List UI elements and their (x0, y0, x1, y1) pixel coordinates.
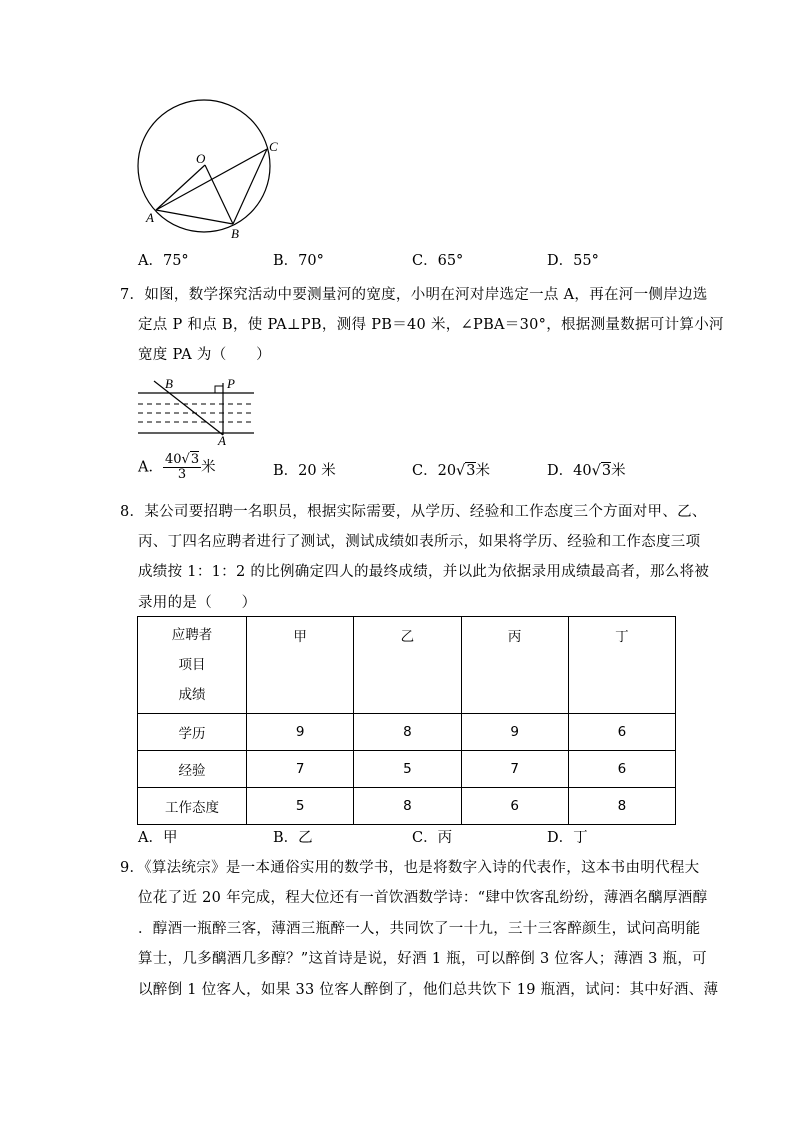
label-o: O (196, 151, 206, 166)
segment-ob (205, 165, 233, 224)
option-unit: 米 (201, 459, 216, 476)
right-angle-mark (215, 386, 223, 393)
q7-option-d: D．40√3米 (547, 463, 626, 479)
circle-figure (130, 88, 290, 248)
q8-line-3: 成绩按 1：1：2 的比例确定四人的最终成绩，并以此为依据录用成绩最高者，那么将被 (138, 564, 710, 580)
table-row-label: 工作态度 (138, 788, 247, 825)
table-cell: 5 (247, 788, 354, 825)
table-cell: 6 (568, 714, 675, 751)
table-row (138, 788, 676, 825)
label-p: P (227, 376, 235, 391)
table-header-row (138, 617, 676, 714)
option-prefix: A． (138, 459, 163, 476)
q6-option-d: D．55° (547, 253, 599, 269)
q9-line-4: 算士，几多醨酒几多醇？”这首诗是说，好酒 1 瓶，可以醉倒 3 位客人；薄酒 3 瓶，可 (138, 951, 707, 967)
q8-line-4: 录用的是（ ） (138, 595, 257, 611)
table-header-cell: 乙 (354, 617, 461, 714)
q9-line-1: 9．《算法统宗》是一本通俗实用的数学书，也是将数字入诗的代表作，这本书由明代程大 (120, 860, 700, 876)
fraction-numerator: 40√3 (164, 452, 200, 467)
q7-line-2: 定点 P 和点 B，使 PA⊥PB，测得 PB＝40 米，∠PBA＝30°，根据测量数据可计算小河 (138, 317, 724, 333)
q8-line-2: 丙、丁四名应聘者进行了测试，测试成绩如表所示，如果将学历、经验和工作态度三项 (138, 534, 701, 550)
q7-option-a (138, 453, 216, 482)
q8-option-c: C．丙 (412, 830, 453, 846)
table-cell: 9 (247, 714, 354, 751)
table-cell: 9 (461, 714, 568, 751)
table-row-label: 学历 (138, 714, 247, 751)
q8-option-b: B．乙 (273, 830, 313, 846)
table-cell: 7 (461, 751, 568, 788)
table-cell: 8 (354, 714, 461, 751)
q6-option-a: A．75° (138, 253, 189, 269)
q7-option-b: B．20 米 (273, 463, 336, 479)
table-cell: 7 (247, 751, 354, 788)
segment-ac (156, 149, 267, 210)
q8-option-a: A．甲 (138, 830, 178, 846)
score-table (137, 616, 676, 825)
table-header-cell: 甲 (247, 617, 354, 714)
q6-option-c: C．65° (412, 253, 464, 269)
q8-option-d: D．丁 (547, 830, 588, 846)
fraction-denominator: 3 (177, 467, 187, 482)
segment-ab (156, 210, 233, 224)
fraction (163, 453, 201, 482)
q7-line-1: 7．如图，数学探究活动中要测量河的宽度，小明在河对岸选定一点 A，再在河一侧岸边选 (120, 287, 708, 303)
table-cell: 8 (354, 788, 461, 825)
q7-line-3: 宽度 PA 为（ ） (138, 347, 271, 363)
label-b: B (231, 226, 239, 241)
q9-line-5: 以醉倒 1 位客人，如果 33 位客人醉倒了，他们总共饮下 19 瓶酒，试问：其中好酒、薄 (138, 982, 719, 998)
table-header-cell: 丙 (461, 617, 568, 714)
label-a: A (218, 433, 226, 448)
table-cell: 8 (568, 788, 675, 825)
table-corner-cell: 应聘者 项目 成绩 (138, 617, 247, 714)
table-cell: 6 (568, 751, 675, 788)
table-row-label: 经验 (138, 751, 247, 788)
table-header-cell: 丁 (568, 617, 675, 714)
label-b: B (165, 376, 173, 391)
table-cell: 5 (354, 751, 461, 788)
label-a: A (146, 210, 154, 225)
q7-option-c: C．20√3米 (412, 463, 491, 479)
river-figure (138, 375, 258, 443)
table-cell: 6 (461, 788, 568, 825)
q9-line-3: ．醇酒一瓶醉三客，薄酒三瓶醉一人，共同饮了一十九，三十三客醉颜生，试问高明能 (138, 921, 701, 937)
label-c: C (269, 139, 278, 154)
q6-option-b: B．70° (273, 253, 324, 269)
q8-line-1: 8．某公司要招聘一名职员，根据实际需要，从学历、经验和工作态度三个方面对甲、乙、 (120, 504, 707, 520)
q9-line-2: 位花了近 20 年完成，程大位还有一首饮酒数学诗：“肆中饮客乱纷纷，薄酒名醨厚酒醇 (138, 890, 708, 906)
table-row (138, 751, 676, 788)
table-row (138, 714, 676, 751)
